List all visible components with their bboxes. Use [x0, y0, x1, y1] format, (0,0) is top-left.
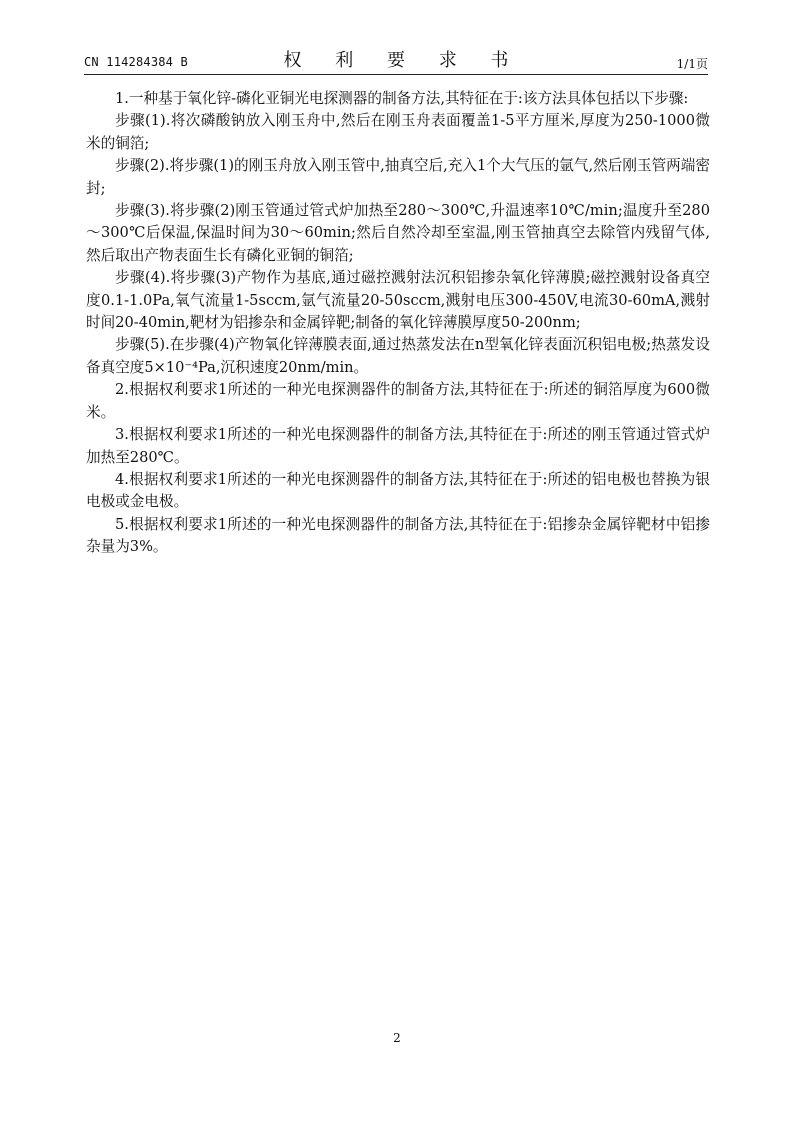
page-header: [84, 44, 708, 74]
document-title: 权 利 要 求 书: [283, 50, 523, 71]
claim-4: 4.根据权利要求1所述的一种光电探测器件的制备方法,其特征在于:所述的铝电极也替换为银电极或金电极。: [86, 470, 710, 511]
claims-body: [86, 88, 710, 559]
page-number: 2: [393, 1031, 401, 1045]
page-indicator: 1/1页: [676, 57, 708, 71]
claim-1-step-1: 步骤(1).将次磷酸钠放入刚玉舟中,然后在刚玉舟表面覆盖1-5平方厘米,厚度为250-1000微米的铜箔;: [86, 112, 710, 152]
claim-3: 3.根据权利要求1所述的一种光电探测器件的制备方法,其特征在于:所述的刚玉管通过管式炉加热至280℃。: [86, 426, 710, 466]
claim-1-step-2: 步骤(2).将步骤(1)的刚玉舟放入刚玉管中,抽真空后,充入1个大气压的氩气,然后刚玉管两端密封;: [86, 157, 710, 197]
claim-1-step-5: 步骤(5).在步骤(4)产物氧化锌薄膜表面,通过热蒸发法在n型氧化锌表面沉积铝电极;热蒸发设备真空度5×10⁻⁴Pa,沉积速度20nm/min。: [86, 336, 710, 376]
claim-1-step-4: 步骤(4).将步骤(3)产物作为基底,通过磁控溅射法沉积铝掺杂氧化锌薄膜;磁控溅射设备真空度0.1-1.0Pa,氧气流量1-5sccm,氩气流量20-50sccm,溅射电压300-450V,电流30-60mA,溅射时间20-40min,靶材为铝掺杂和金属锌靶;制备的氧化锌薄膜厚度50-200nm;: [86, 269, 710, 332]
claim-2: 2.根据权利要求1所述的一种光电探测器件的制备方法,其特征在于:所述的铜箔厚度为600微米。: [86, 381, 710, 421]
claim-5: 5.根据权利要求1所述的一种光电探测器件的制备方法,其特征在于:铝掺杂金属锌靶材中铝掺杂量为3%。: [86, 515, 710, 556]
header-divider: [84, 74, 708, 75]
publication-number: CN 114284384 B: [84, 55, 188, 69]
claim-1-intro: 1.一种基于氧化锌-磷化亚铜光电探测器的制备方法,其特征在于:该方法具体包括以下步骤:: [115, 90, 689, 107]
claim-1-step-3: 步骤(3).将步骤(2)刚玉管通过管式炉加热至280～300℃,升温速率10℃/min;温度升至280～300℃后保温,保温时间为30～60min;然后自然冷却至室温,刚玉管抽真空去除管内残留气体,然后取出产物表面生长有磷化亚铜的铜箔;: [86, 202, 710, 264]
